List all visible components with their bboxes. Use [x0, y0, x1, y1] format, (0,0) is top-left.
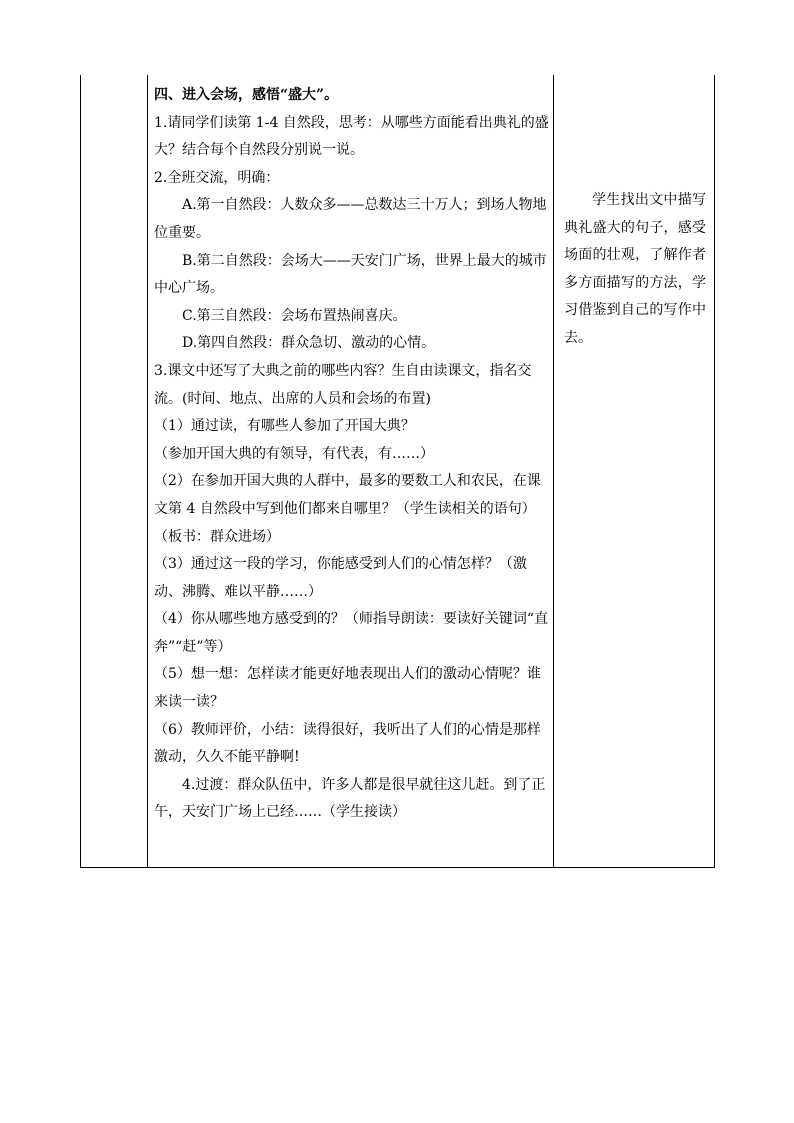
teaching-process-cell [148, 75, 554, 867]
stage-column-cell [81, 75, 148, 867]
process-paragraph: （4）你从哪些地方感受到的？（师指导朗读：要读好关键词“直奔”“赶”等） [154, 611, 549, 655]
design-intent-text: 学生找出文中描写典礼盛大的句子，感受场面的壮观，了解作者多方面描写的方法，学习借鉴到自己的写作中去。 [564, 192, 706, 346]
process-paragraph: （3）通过这一段的学习，你能感受到人们的心情怎样？（激动、沸腾、难以平静……） [154, 556, 527, 600]
process-paragraph: B.第二自然段：会场大——天安门广场，世界上最大的城市中心广场。 [154, 252, 547, 297]
process-paragraph: （2）在参加开国大典的人群中，最多的要数工人和农民，在课文第 4 自然段中写到他们都来自哪里？（学生读相关的语句）（板书：群众进场） [154, 473, 541, 545]
process-paragraph: （参加开国大典的有领导，有代表，有……） [154, 445, 434, 462]
process-paragraph: A.第一自然段：人数众多——总数达三十万人；到场人物地位重要。 [154, 197, 547, 241]
process-paragraph: （5）想一想：怎样读才能更好地表现出人们的激动心情呢？谁来读一读？ [154, 666, 541, 711]
process-paragraph: D.第四自然段：群众急切、激动的心情。 [182, 335, 436, 352]
process-paragraph: 2.全班交流，明确： [154, 169, 280, 186]
lesson-plan-table [80, 75, 715, 868]
table-row [81, 75, 715, 867]
section-heading: 四、进入会场，感悟“盛大”。 [154, 87, 339, 103]
process-paragraph: （6）教师评价，小结：读得很好，我听出了人们的心情是那样激动，久久不能平静啊! [154, 721, 541, 766]
process-paragraph: 4.过渡：群众队伍中，许多人都是很早就往这儿赶。到了正午，天安门广场上已经……（学生接读） [154, 776, 546, 821]
process-paragraph: C.第三自然段：会场布置热闹喜庆。 [182, 307, 407, 324]
process-paragraph: 3.课文中还写了大典之前的哪些内容？生自由读课文，指名交流。(时间、地点、出席的人员和会场的布置) [154, 362, 532, 407]
process-paragraph: 1.请同学们读第 1-4 自然段，思考：从哪些方面能看出典礼的盛大？结合每个自然段分别说一说。 [154, 114, 549, 159]
design-intent-cell [554, 75, 715, 867]
process-paragraph: （1）通过读，有哪些人参加了开国大典？ [154, 418, 415, 435]
